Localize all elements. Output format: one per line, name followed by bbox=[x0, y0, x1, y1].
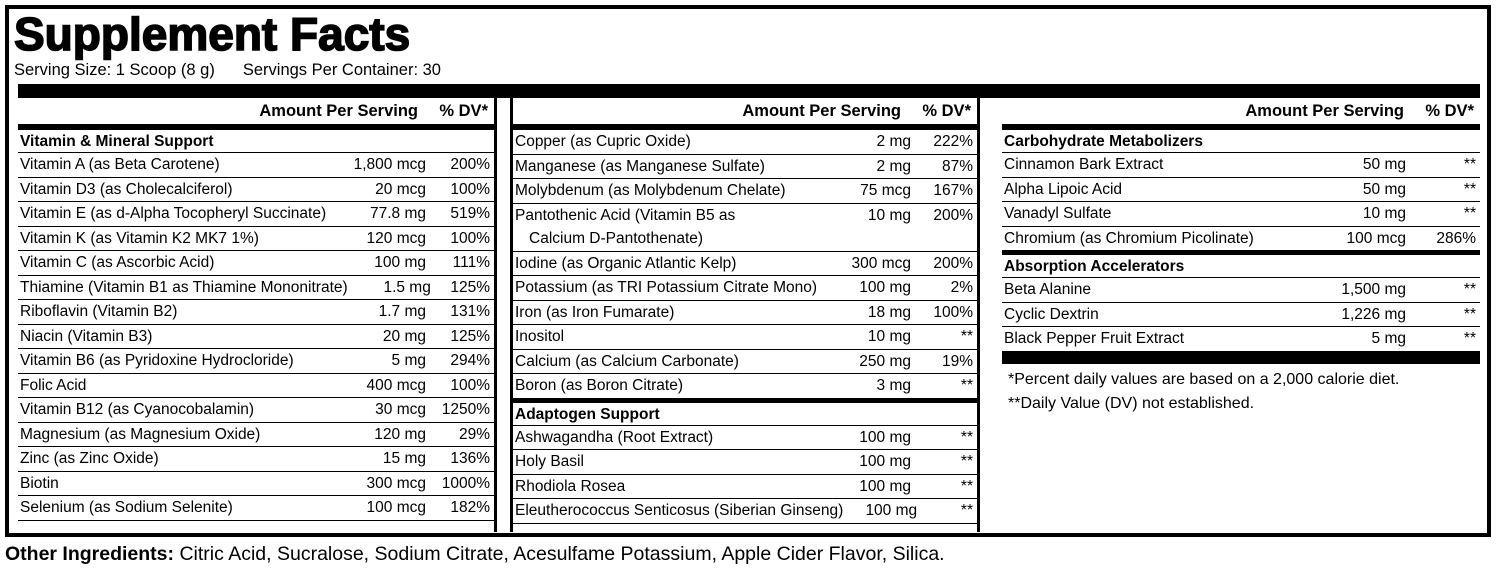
nutrient-name: Rhodiola Rosea bbox=[515, 477, 626, 495]
nutrient-amount: 100 mg bbox=[865, 502, 918, 519]
nutrient-amount: 20 mcg bbox=[375, 180, 426, 198]
nutrient-dv: ** bbox=[960, 377, 973, 394]
nutrient-dv: 200% bbox=[450, 156, 490, 173]
nutrient-dv: ** bbox=[1463, 305, 1476, 323]
nutrient-dv: ** bbox=[960, 428, 973, 446]
column-header bbox=[513, 98, 977, 130]
table-row bbox=[1002, 227, 1480, 256]
table-row bbox=[18, 496, 494, 521]
nutrient-dv: 286% bbox=[1436, 229, 1476, 247]
table-row bbox=[513, 179, 977, 204]
section-title: Absorption Accelerators bbox=[1002, 255, 1480, 278]
table-row bbox=[1002, 278, 1480, 303]
section-title: Adaptogen Support bbox=[513, 403, 977, 426]
table-row bbox=[18, 349, 494, 374]
nutrient-amount: 10 mg bbox=[867, 206, 911, 224]
nutrient-name: Pantothenic Acid (Vitamin B5 as bbox=[515, 206, 736, 224]
nutrient-dv: ** bbox=[960, 477, 973, 495]
other-ingredients bbox=[5, 543, 945, 566]
nutrient-name: Vitamin A (as Beta Carotene) bbox=[20, 156, 220, 173]
nutrient-name: Vitamin B6 (as Pyridoxine Hydrocloride) bbox=[20, 352, 294, 369]
nutrient-amount: 50 mg bbox=[1362, 156, 1406, 173]
nutrient-name: Iodine (as Organic Atlantic Kelp) bbox=[515, 254, 737, 272]
serving-info bbox=[14, 61, 441, 80]
nutrient-amount: 100 mg bbox=[859, 428, 911, 446]
nutrient-dv: ** bbox=[1463, 281, 1476, 298]
nutrient-name: Cinnamon Bark Extract bbox=[1004, 156, 1164, 173]
serving-size: Serving Size: 1 Scoop (8 g) bbox=[14, 61, 215, 79]
nutrient-name: Inositol bbox=[515, 328, 565, 345]
nutrient-name: Cyclic Dextrin bbox=[1004, 305, 1099, 323]
table-row bbox=[18, 472, 494, 497]
table-row bbox=[1002, 153, 1480, 178]
top-divider-bar bbox=[18, 84, 1480, 98]
nutrient-name: Ashwagandha (Root Extract) bbox=[515, 428, 714, 446]
section-title: Vitamin & Mineral Support bbox=[18, 130, 494, 153]
nutrient-amount: 300 mcg bbox=[851, 254, 911, 272]
nutrient-amount: 120 mg bbox=[374, 425, 426, 443]
nutrient-dv: 222% bbox=[933, 133, 973, 150]
nutrient-dv: 2% bbox=[950, 279, 973, 296]
nutrient-amount: 300 mcg bbox=[366, 474, 426, 492]
nutrient-amount: 1.7 mg bbox=[378, 303, 426, 320]
nutrient-amount: 100 mg bbox=[374, 254, 426, 271]
table-row bbox=[1002, 202, 1480, 227]
divider-bar bbox=[1002, 352, 1480, 364]
nutrient-name: Copper (as Cupric Oxide) bbox=[515, 133, 691, 150]
table-row bbox=[1002, 327, 1480, 352]
nutrient-name: Biotin bbox=[20, 474, 59, 492]
nutrient-dv: 29% bbox=[458, 425, 490, 443]
nutrient-dv: 200% bbox=[933, 206, 973, 224]
nutrient-amount: 5 mg bbox=[391, 352, 426, 369]
nutrient-amount: 100 mg bbox=[859, 477, 911, 495]
nutrient-name: Vitamin K (as Vitamin K2 MK7 1%) bbox=[20, 229, 259, 247]
nutrient-amount: 1.5 mg bbox=[383, 278, 431, 296]
nutrient-amount: 100 mg bbox=[859, 453, 911, 470]
nutrient-dv: 136% bbox=[450, 450, 490, 467]
table-row bbox=[513, 450, 977, 475]
dv-header: % DV* bbox=[1425, 101, 1474, 120]
table-row bbox=[513, 130, 977, 155]
nutrient-dv: ** bbox=[1463, 156, 1476, 173]
table-row bbox=[513, 374, 977, 403]
nutrient-amount: 100 mg bbox=[859, 279, 911, 296]
nutrient-name: Zinc (as Zinc Oxide) bbox=[20, 450, 159, 467]
column-metabolizers bbox=[1002, 98, 1480, 416]
nutrient-name: Riboflavin (Vitamin B2) bbox=[20, 303, 178, 320]
nutrient-amount: 2 mg bbox=[876, 157, 911, 175]
nutrient-name: Vanadyl Sulfate bbox=[1004, 205, 1112, 222]
table-row bbox=[513, 475, 977, 500]
nutrient-name: Iron (as Iron Fumarate) bbox=[515, 303, 675, 321]
nutrient-dv: 19% bbox=[941, 352, 973, 370]
nutrient-name: Beta Alanine bbox=[1004, 281, 1092, 298]
nutrient-dv: 87% bbox=[941, 157, 973, 175]
nutrient-dv: 125% bbox=[450, 278, 490, 296]
nutrient-dv: 125% bbox=[450, 327, 490, 345]
nutrient-name: Chromium (as Chromium Picolinate) bbox=[1004, 229, 1254, 247]
servings-per-container: Servings Per Container: 30 bbox=[242, 61, 441, 79]
nutrient-amount: 100 mcg bbox=[1346, 229, 1406, 247]
amount-header: Amount Per Serving bbox=[1245, 101, 1404, 120]
footnote-dv: *Percent daily values are based on a 2,000 calorie diet. bbox=[1008, 370, 1400, 388]
nutrient-dv: 100% bbox=[450, 229, 490, 247]
table-row bbox=[513, 499, 977, 524]
nutrient-amount: 1,500 mg bbox=[1341, 281, 1406, 298]
nutrient-name: Black Pepper Fruit Extract bbox=[1004, 330, 1185, 347]
nutrient-amount: 1,800 mcg bbox=[353, 156, 426, 173]
footnote-not-established: **Daily Value (DV) not established. bbox=[1008, 394, 1255, 412]
dv-header: % DV* bbox=[439, 101, 488, 120]
nutrient-name: Vitamin D3 (as Cholecalciferol) bbox=[20, 180, 233, 198]
footnotes bbox=[1002, 364, 1480, 416]
nutrient-dv: 100% bbox=[450, 180, 490, 198]
nutrient-name: Manganese (as Manganese Sulfate) bbox=[515, 157, 765, 175]
nutrient-name: Alpha Lipoic Acid bbox=[1004, 180, 1123, 198]
column-header bbox=[18, 98, 494, 130]
nutrient-name: Eleutherococcus Senticosus (Siberian Ginseng) bbox=[515, 502, 844, 519]
table-row bbox=[513, 426, 977, 451]
nutrient-amount: 5 mg bbox=[1371, 330, 1406, 347]
column-header bbox=[1002, 98, 1480, 130]
nutrient-name: Boron (as Boron Citrate) bbox=[515, 377, 683, 394]
table-row bbox=[513, 350, 977, 375]
nutrient-name: Molybdenum (as Molybdenum Chelate) bbox=[515, 182, 786, 199]
nutrient-name: Holy Basil bbox=[515, 453, 584, 470]
nutrient-name: Selenium (as Sodium Selenite) bbox=[20, 499, 233, 516]
nutrient-amount: 3 mg bbox=[876, 377, 911, 394]
table-row bbox=[1002, 178, 1480, 203]
nutrient-amount: 18 mg bbox=[867, 303, 911, 321]
nutrient-amount: 10 mg bbox=[1362, 205, 1406, 222]
nutrient-amount: 1,226 mg bbox=[1341, 305, 1406, 323]
nutrient-dv: 167% bbox=[933, 182, 973, 199]
dv-header: % DV* bbox=[922, 101, 971, 120]
nutrient-dv: 1250% bbox=[441, 401, 490, 418]
section-title: Carbohydrate Metabolizers bbox=[1002, 130, 1480, 153]
nutrient-name: Vitamin B12 (as Cyanocobalamin) bbox=[20, 401, 255, 418]
nutrient-amount: 15 mg bbox=[382, 450, 426, 467]
table-row bbox=[513, 325, 977, 350]
table-row bbox=[18, 300, 494, 325]
nutrient-name: Thiamine (Vitamin B1 as Thiamine Mononitrate) bbox=[20, 278, 348, 296]
amount-header: Amount Per Serving bbox=[742, 101, 901, 120]
nutrient-dv: ** bbox=[960, 328, 973, 345]
table-row bbox=[18, 227, 494, 252]
nutrient-amount: 75 mcg bbox=[860, 182, 911, 199]
nutrient-amount: 10 mg bbox=[867, 328, 911, 345]
column-minerals bbox=[510, 98, 980, 532]
table-row bbox=[18, 325, 494, 350]
nutrient-dv: ** bbox=[1463, 205, 1476, 222]
nutrient-dv: 182% bbox=[450, 499, 490, 516]
table-row bbox=[513, 155, 977, 180]
nutrient-dv: ** bbox=[1463, 180, 1476, 198]
nutrient-dv: ** bbox=[960, 502, 973, 519]
nutrient-dv: 100% bbox=[450, 376, 490, 394]
other-ingredients-label: Other Ingredients: bbox=[5, 543, 175, 565]
other-ingredients-text: Citric Acid, Sucralose, Sodium Citrate, Acesulfame Potassium, Apple Cider Flavor, Silica. bbox=[174, 543, 945, 565]
nutrient-dv: 111% bbox=[452, 254, 490, 271]
nutrient-name: Niacin (Vitamin B3) bbox=[20, 327, 153, 345]
table-row bbox=[18, 202, 494, 227]
nutrient-dv: 1000% bbox=[441, 474, 490, 492]
nutrient-dv: ** bbox=[1463, 330, 1476, 347]
nutrient-name: Calcium (as Calcium Carbonate) bbox=[515, 352, 739, 370]
nutrient-dv: 131% bbox=[450, 303, 490, 320]
nutrient-amount: 20 mg bbox=[382, 327, 426, 345]
table-row bbox=[513, 252, 977, 277]
nutrient-amount: 120 mcg bbox=[366, 229, 426, 247]
nutrient-amount: 2 mg bbox=[876, 133, 911, 150]
table-row bbox=[18, 423, 494, 448]
nutrient-amount: 77.8 mg bbox=[369, 205, 426, 222]
nutrient-dv: 294% bbox=[450, 352, 490, 369]
table-row bbox=[1002, 303, 1480, 328]
table-row bbox=[18, 447, 494, 472]
table-row bbox=[18, 374, 494, 399]
nutrient-amount: 50 mg bbox=[1362, 180, 1406, 198]
nutrient-dv: 519% bbox=[450, 205, 490, 222]
nutrient-name: Potassium (as TRI Potassium Citrate Mono) bbox=[515, 279, 818, 296]
table-row bbox=[513, 204, 977, 252]
table-row bbox=[18, 251, 494, 276]
nutrient-amount: 400 mcg bbox=[366, 376, 426, 394]
nutrient-name: Vitamin C (as Ascorbic Acid) bbox=[20, 254, 215, 271]
nutrient-name: Vitamin E (as d-Alpha Tocopheryl Succinate) bbox=[20, 205, 327, 222]
table-row bbox=[513, 276, 977, 301]
table-row bbox=[18, 276, 494, 301]
nutrient-amount: 250 mg bbox=[859, 352, 911, 370]
nutrient-dv: ** bbox=[960, 453, 973, 470]
nutrient-name: Magnesium (as Magnesium Oxide) bbox=[20, 425, 261, 443]
table-row bbox=[513, 301, 977, 326]
nutrient-amount: 100 mcg bbox=[366, 499, 426, 516]
nutrient-name: Folic Acid bbox=[20, 376, 87, 394]
nutrient-dv: 100% bbox=[933, 303, 973, 321]
nutrient-name-continued: Calcium D-Pantothenate) bbox=[529, 230, 704, 247]
table-row bbox=[18, 153, 494, 178]
table-row bbox=[18, 178, 494, 203]
nutrient-dv: 200% bbox=[933, 254, 973, 272]
page-title: Supplement Facts bbox=[14, 8, 411, 60]
column-vitamins bbox=[18, 98, 497, 532]
nutrient-amount: 30 mcg bbox=[375, 401, 426, 418]
table-row bbox=[18, 398, 494, 423]
amount-header: Amount Per Serving bbox=[259, 101, 418, 120]
